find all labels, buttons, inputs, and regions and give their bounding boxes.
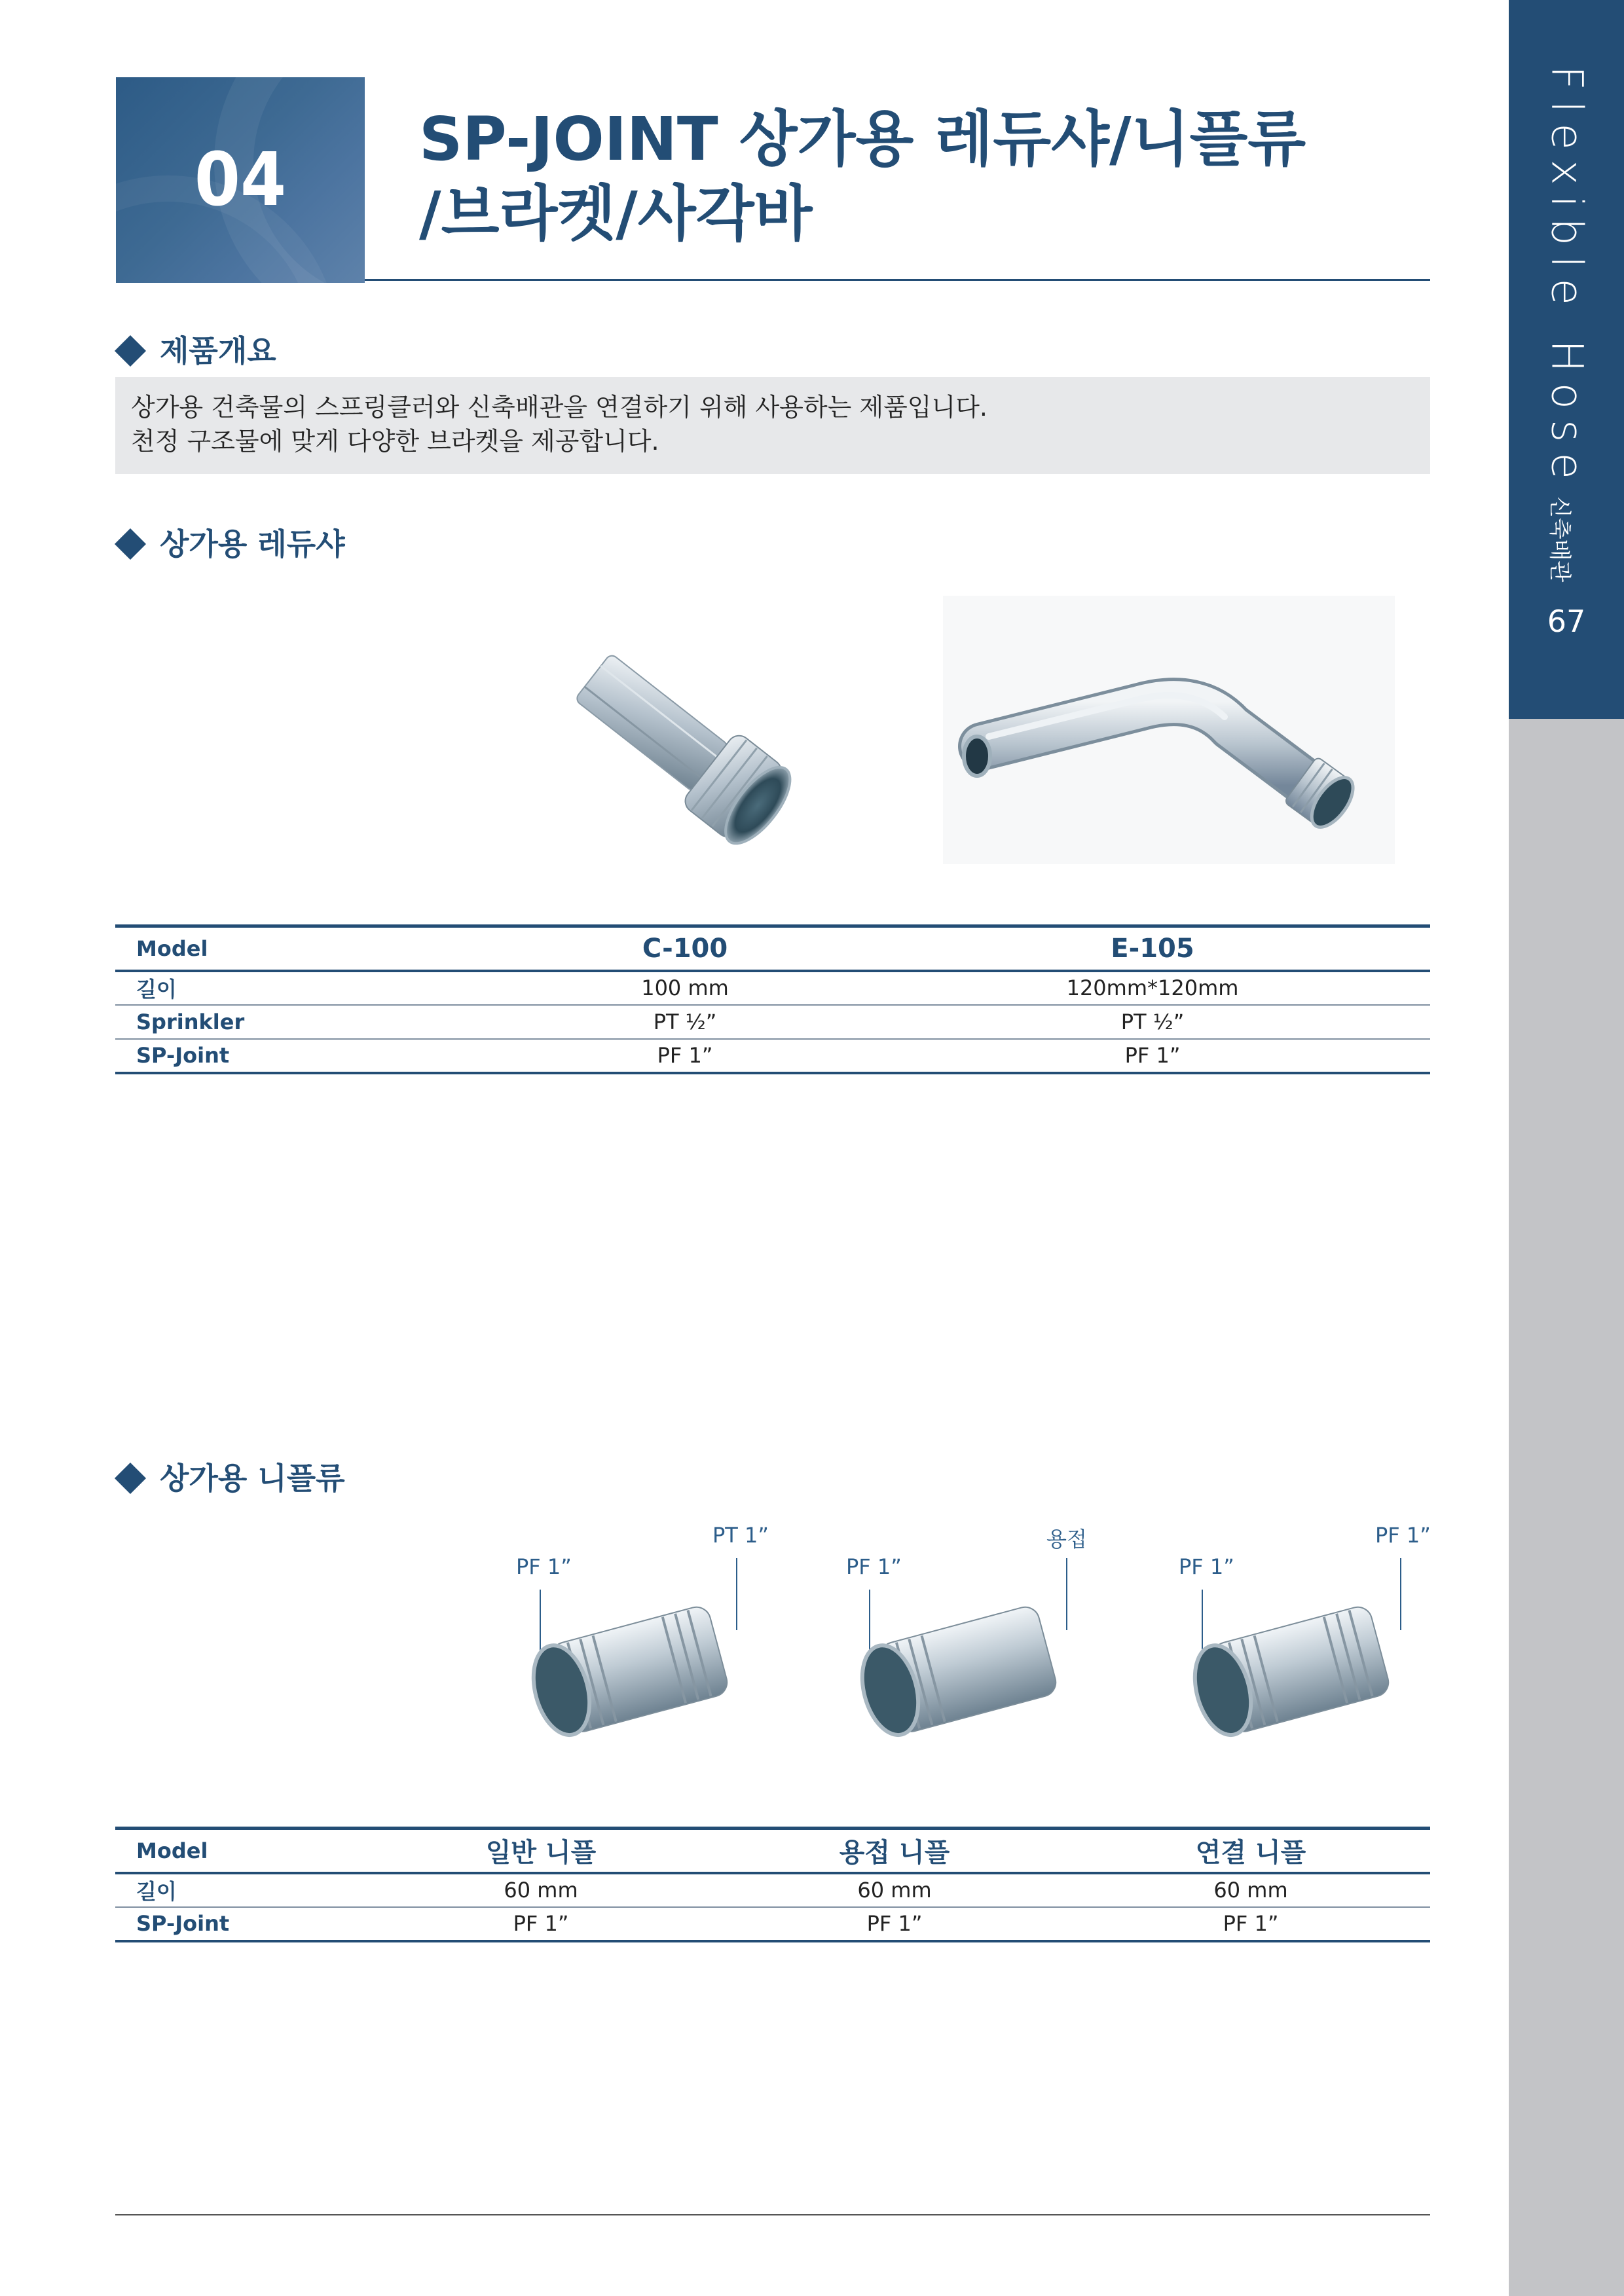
table-cell: PF 1” <box>1124 1043 1181 1068</box>
table-header-cell: Model <box>136 936 208 961</box>
nipple-spec-table <box>115 1827 1430 1942</box>
page-number: 67 <box>1547 604 1586 639</box>
overview-heading: 제품개요 <box>119 327 276 371</box>
chapter-number: 04 <box>194 137 287 223</box>
callout-right-3: PF 1” <box>1375 1523 1431 1548</box>
diamond-bullet-icon <box>115 335 146 366</box>
nipple-welding-image <box>859 1578 1075 1755</box>
table-header-cell: 일반 니플 <box>485 1838 597 1868</box>
table-cell: 100 mm <box>641 975 729 1000</box>
overview-line-1: 상가용 건축물의 스프링클러와 신축배관을 연결하기 위해 사용하는 제품입니다. <box>131 393 988 422</box>
nipple-heading: 상가용 니플류 <box>119 1455 345 1498</box>
callout-left-3: PF 1” <box>1179 1554 1234 1579</box>
nipple-connection-image <box>1192 1578 1408 1755</box>
table-cell: 길이 <box>136 1879 177 1904</box>
diamond-bullet-icon <box>115 528 146 559</box>
table-cell: PF 1” <box>657 1043 713 1068</box>
table-header-cell: Model <box>136 1838 208 1863</box>
side-title-en: Flexible Hose <box>1541 65 1593 490</box>
chapter-number-box <box>116 77 365 283</box>
table-row <box>115 1039 1430 1073</box>
table-cell: 60 mm <box>1213 1878 1288 1903</box>
table-cell: 60 mm <box>857 1878 932 1903</box>
reducer-spec-table <box>115 924 1430 1074</box>
page-title <box>419 102 1441 251</box>
reducer-heading: 상가용 레듀샤 <box>119 520 345 564</box>
table-cell: PT ½” <box>653 1009 717 1034</box>
table-cell: 60 mm <box>504 1878 578 1903</box>
table-row <box>115 971 1430 1005</box>
callout-right-2: 용접 <box>1046 1527 1087 1552</box>
callout-left-2: PF 1” <box>846 1554 902 1579</box>
table-cell: PF 1” <box>513 1911 569 1936</box>
callout-right-1: PT 1” <box>712 1523 769 1548</box>
table-header-row <box>115 926 1430 971</box>
table-row <box>115 1873 1430 1907</box>
table-cell: 길이 <box>136 977 177 1002</box>
table-cell: PF 1” <box>1223 1911 1279 1936</box>
nipple-general-image <box>530 1578 747 1755</box>
side-title-ko: 신축배관 <box>1546 496 1573 583</box>
page-title-line2: /브라켓/사각바 <box>419 179 813 249</box>
table-cell: PF 1” <box>866 1911 923 1936</box>
overview-line-2: 천정 구조물에 맞게 다양한 브라켓을 제공합니다. <box>131 427 659 456</box>
table-cell: SP-Joint <box>136 1911 230 1936</box>
table-cell: Sprinkler <box>136 1009 245 1034</box>
table-cell: SP-Joint <box>136 1043 230 1068</box>
table-cell: 120mm*120mm <box>1066 975 1239 1000</box>
table-header-cell: E-105 <box>1111 933 1194 964</box>
footer-rule <box>115 2214 1430 2215</box>
page-title-line1: SP-JOINT 상가용 레듀샤/니플류 <box>419 104 1306 174</box>
title-rule <box>365 279 1430 281</box>
diamond-bullet-icon <box>115 1462 146 1493</box>
side-title <box>1518 65 1616 583</box>
table-header-cell: C-100 <box>642 933 728 964</box>
reducer-c100-image <box>550 629 825 864</box>
reducer-e105-image <box>943 596 1395 864</box>
table-row <box>115 1005 1430 1039</box>
table-header-cell: 용접 니플 <box>839 1838 950 1868</box>
table-row <box>115 1907 1430 1941</box>
callout-left-1: PF 1” <box>516 1554 572 1579</box>
table-header-row <box>115 1829 1430 1873</box>
table-cell: PT ½” <box>1120 1009 1185 1034</box>
table-header-cell: 연결 니플 <box>1195 1838 1306 1868</box>
overview-box <box>115 377 1430 474</box>
